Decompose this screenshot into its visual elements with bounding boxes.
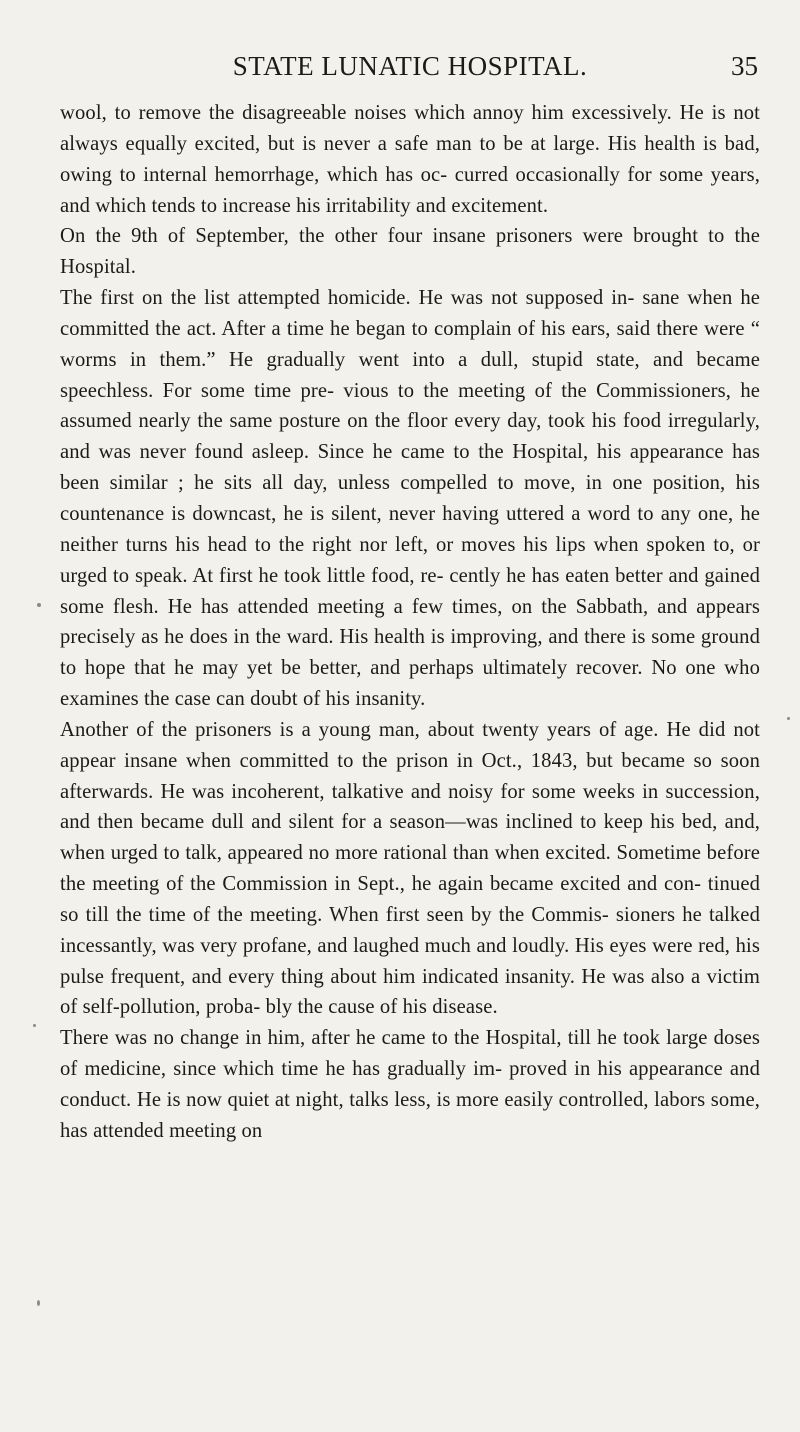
scan-speck (787, 717, 790, 720)
scan-speck (33, 1024, 36, 1027)
running-head (60, 46, 760, 86)
body-text (60, 98, 760, 1147)
paragraph: The first on the list attempted homicide. He was not supposed in- sane when he committed the act. After a time he began to complain of his ears, said there were “ worms in them.” He gradually went into a dull, stupid state, and became speechless. For some time pre- vious to the meeting of the Commissioners, he assumed nearly the same posture on the floor every day, took his food irregularly, and was never found asleep. Since he came to the Hospital, his appearance has been similar ; he sits all day, unless compelled to move, in one position, his countenance is downcast, he is silent, never having uttered a word to any one, he neither turns his head to the right nor left, or moves his lips when spoken to, or urged to speak. At first he took little food, re- cently he has eaten better and gained some flesh. He has attended meeting a few times, on the Sabbath, and appears precisely as he does in the ward. His health is improving, and there is some ground to hope that he may yet be better, and perhaps ultimately recover. No one who examines the case can doubt of his insanity. (60, 287, 760, 711)
scan-speck (37, 1300, 40, 1306)
paragraph: There was no change in him, after he came to the Hospital, till he took large doses of medicine, since which time he has gradually im- proved in his appearance and conduct. He is now quiet at night, talks less, is more easily controlled, labors some, has attended meeting on (60, 1027, 760, 1142)
page-number: 35 (731, 51, 758, 81)
paragraph: On the 9th of September, the other four insane prisoners were brought to the Hospital. (60, 225, 760, 279)
running-title: STATE LUNATIC HOSPITAL. (232, 51, 588, 81)
scan-speck (37, 603, 41, 607)
paragraph-continued: wool, to remove the disagreeable noises which annoy him excessively. He is not always equally excited, but is never a safe man to be at large. His health is bad, owing to internal hemorrhage, which has oc- curred occasionally for some years, and which tends to increase his irritability and excitement. (60, 102, 760, 217)
paragraph: Another of the prisoners is a young man, about twenty years of age. He did not appear insane when committed to the prison in Oct., 1843, but became so soon afterwards. He was incoherent, talkative and noisy for some weeks in succession, and then became dull and silent for a season—was inclined to keep his bed, and, when urged to talk, appeared no more rational than when excited. Sometime before the meeting of the Commission in Sept., he again became excited and con- tinued so till the time of the meeting. When first seen by the Commis- sioners he talked incessantly, was very profane, and laughed much and loudly. His eyes were red, his pulse frequent, and every thing about him indicated insanity. He was also a victim of self-pollution, proba- bly the cause of his disease. (60, 718, 760, 1019)
